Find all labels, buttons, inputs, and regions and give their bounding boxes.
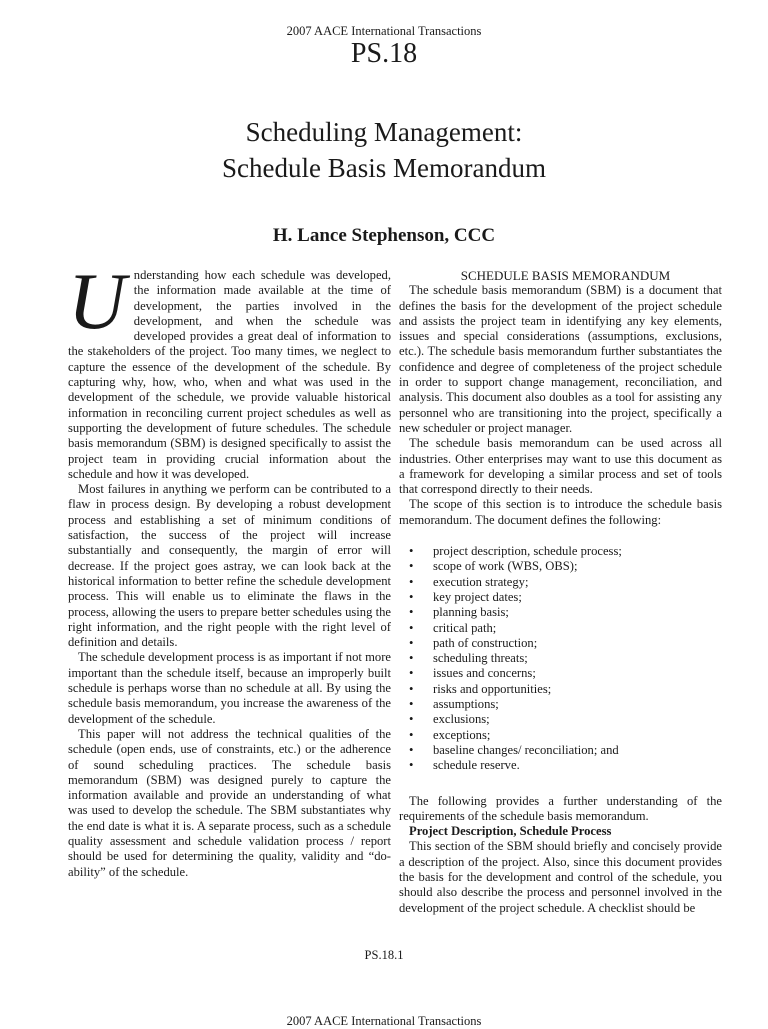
list-item: • critical path; — [399, 621, 722, 636]
paper-title — [0, 114, 768, 186]
body-paragraph: This section of the SBM should briefly and concisely provide a description of the project. Also, since this document provides the basis for the development and control of the schedule, you should also describe the process and personnel involved in the development of the project schedule. A checklist should be — [399, 839, 722, 915]
list-item: • path of construction; — [399, 636, 722, 651]
list-item: • assumptions; — [399, 697, 722, 712]
list-item: • issues and concerns; — [399, 666, 722, 681]
body-paragraph: The following provides a further understanding of the requirements of the schedule basis memorandum. — [399, 793, 722, 823]
list-item: • scheduling threats; — [399, 651, 722, 666]
left-column — [68, 258, 391, 880]
list-item: • scope of work (WBS, OBS); — [399, 559, 722, 574]
list-item: • schedule reserve. — [399, 758, 722, 773]
bullet-list — [399, 544, 722, 773]
page-number: PS.18.1 — [364, 948, 404, 962]
drop-cap: U — [68, 258, 126, 346]
paper-code: PS.18 — [350, 38, 418, 69]
right-column — [399, 268, 722, 916]
list-item: • exclusions; — [399, 712, 722, 727]
body-paragraph: nderstanding how each schedule was developed, the information made available at the time of development, the parties involved in the development, and when the schedule was developed provides a great deal of information to the stakeholders of the project. Too many times, we neglect to capture the essence of the development of the schedule. By capturing why, how, who, when and what was used in the development of the schedule, we provide valuable historical information in reconciling current project schedules as well as supporting the development of future schedules. The schedule basis memorandum (SBM) is designed specifically to assist the project team in providing crucial information about the schedule and how it was developed. — [68, 268, 391, 481]
list-item: • key project dates; — [399, 590, 722, 605]
title-line-1: Scheduling Management: — [245, 117, 523, 147]
body-paragraph: The scope of this section is to introduce the schedule basis memorandum. The document defines the following: — [399, 497, 722, 527]
section-heading: SCHEDULE BASIS MEMORANDUM — [460, 268, 671, 283]
list-item: • baseline changes/ reconciliation; and — [399, 743, 722, 758]
title-line-2: Schedule Basis Memorandum — [222, 153, 546, 183]
list-item: • planning basis; — [399, 605, 722, 620]
body-paragraph: Most failures in anything we perform can be contributed to a flaw in process design. By developing a robust development process and establishing a set of minimum conditions of satisfaction, the success of the project will increase substantially and consequently, the margin of error will decrease. If the project goes astray, we can look back at the historical information to better refine the schedule development process. This will enable us to eliminate the flaws in the process, allowing the users to prepare better schedules using the right information, and the right people with the right level of definition and details. — [68, 482, 391, 650]
body-paragraph: The schedule basis memorandum (SBM) is a document that defines the basis for the development of the project schedule and assists the project team in identifying any key elements, issues and special considerations (assumptions, exclusions, etc.). The schedule basis memorandum further substantiates the confidence and degree of completeness of the project schedule in order to support change management, reconciliation, and analysis. This document also doubles as a tool for assisting any personnel who are transitioning into the project, specifically a new scheduler or project manager. — [399, 283, 722, 435]
transactions-header: 2007 AACE International Transactions — [286, 24, 482, 38]
author-name: H. Lance Stephenson, CCC — [272, 225, 496, 246]
body-paragraph: This paper will not address the technical qualities of the schedule (open ends, use of constraints, etc.) or the adherence of sound scheduling practices. The schedule basis memorandum (SBM) was designed purely to capture the information available and provide an understanding of what was used to develop the schedule. The SBM substantiates why the end date is what it is. A separate process, such as a schedule quality assessment and schedule validation process / report should be used for determining the quality, validity and “do-ability” of the schedule. — [68, 726, 391, 879]
list-item: • execution strategy; — [399, 575, 722, 590]
next-page-header: 2007 AACE International Transactions — [286, 1014, 482, 1028]
body-paragraph: The schedule development process is as important if not more important than the schedule itself, because an improperly built schedule is perhaps worse than no schedule at all. By using the schedule basis memorandum, you increase the awareness of the development of the schedule. — [68, 650, 391, 726]
body-paragraph: The schedule basis memorandum can be used across all industries. Other enterprises may want to use this document as a framework for developing a similar process and set of tools that correspond directly to their needs. — [399, 436, 722, 497]
list-item: • project description, schedule process; — [399, 544, 722, 559]
list-item: • risks and opportunities; — [399, 682, 722, 697]
subsection-heading: Project Description, Schedule Process — [409, 824, 612, 839]
list-item: • exceptions; — [399, 728, 722, 743]
